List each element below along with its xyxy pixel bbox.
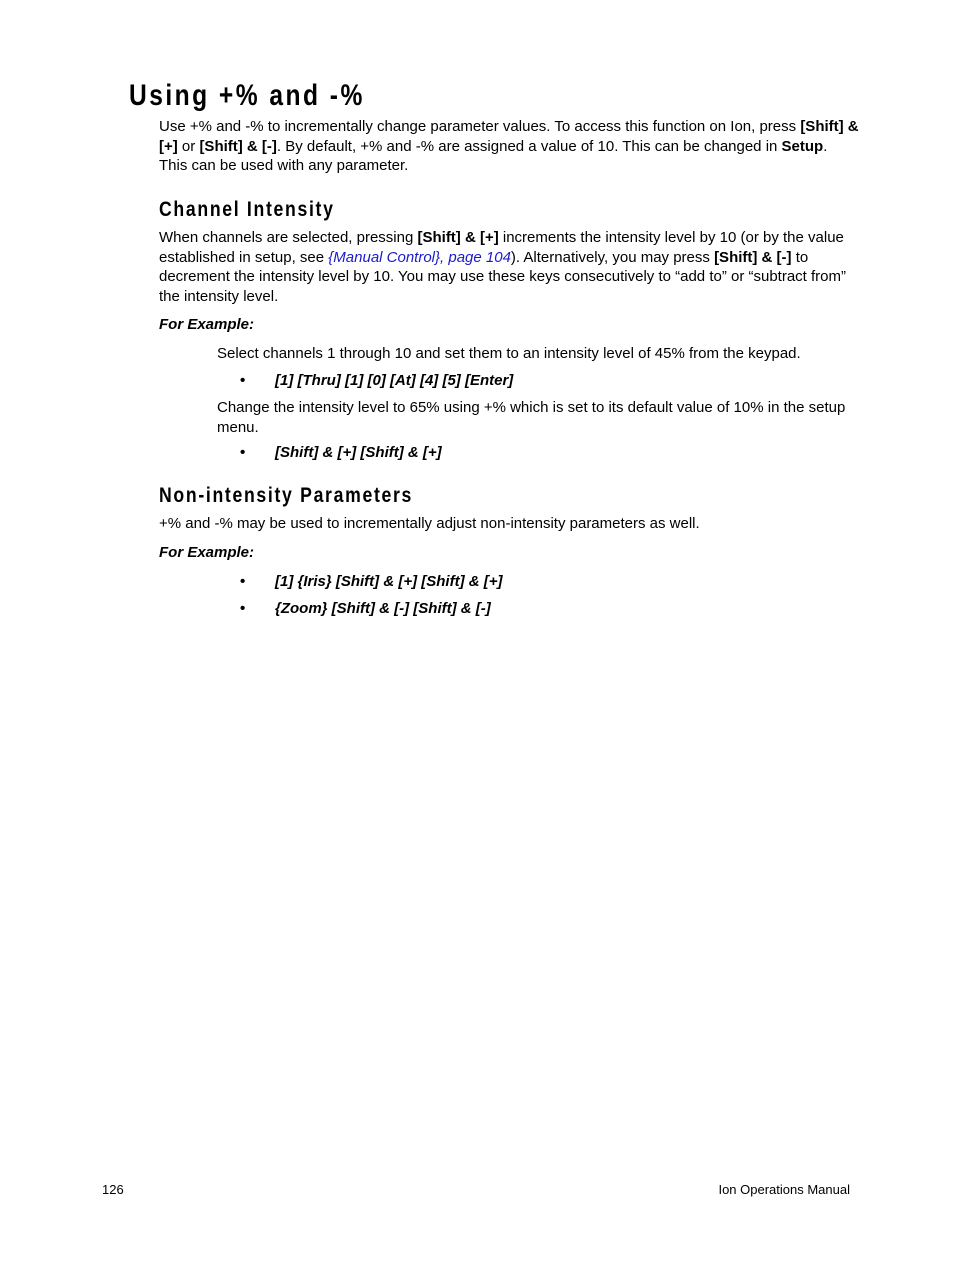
bullet-text: [1] {Iris} [Shift] & [+] [Shift] & [+] [275,573,503,590]
ci-text-1: When channels are selected, pressing [159,229,418,246]
bullet-dot-icon: • [240,600,246,617]
non-intensity-paragraph: +% and -% may be used to incrementally adjust non-intensity parameters as well. [159,515,700,532]
intro-key-shift-minus: [Shift] & [-] [199,137,277,155]
bullet-text: [Shift] & [+] [Shift] & [+] [275,444,442,461]
bullet-dot-icon: • [240,573,246,590]
ci-text-3: ). Alternatively, you may press [510,248,715,266]
intro-text-4: . This can be used with any parameter. [159,137,828,174]
ci-key-shift-plus: [Shift] & [+] [417,229,499,246]
channel-intensity-paragraph [159,228,859,306]
example-label: For Example: [159,316,255,333]
bullet-text: [1] [Thru] [1] [0] [At] [4] [5] [Enter] [275,372,514,389]
example-step-2: Change the intensity level to 65% using +% which is set to its default value of 10% in the setup menu. [217,399,846,436]
bullet-dot-icon: • [240,372,246,389]
section-title-non-intensity: Non-intensity Parameters [159,484,414,507]
example-label: For Example: [159,544,255,561]
example-step-1: Select channels 1 through 10 and set them to an intensity level of 45% from the keypad. [217,345,801,362]
bullet-item [240,371,513,390]
intro-text-1: Use +% and -% to incrementally change parameter values. To access this function on Ion, press [159,118,801,135]
ci-key-shift-minus: [Shift] & [-] [714,248,792,266]
intro-paragraph [159,117,859,176]
bullet-item [240,572,503,591]
intro-setup-term: Setup [781,137,824,155]
page-title: Using +% and -% [129,79,365,112]
page-number: 126 [102,1182,124,1197]
manual-title: Ion Operations Manual [718,1182,850,1197]
intro-key-shift-plus: [Shift] & [+] [159,118,859,155]
bullet-item [240,443,442,462]
bullet-text: {Zoom} [Shift] & [-] [Shift] & [-] [275,600,491,617]
bullet-item [240,599,491,618]
section-title-channel-intensity: Channel Intensity [159,198,335,221]
ci-text-4: to decrement the intensity level by 10. You may use these keys consecutively to “add to” or “subtract from” the intensity level. [159,248,847,305]
intro-text-3: . By default, +% and -% are assigned a value of 10. This can be changed in [276,137,782,155]
intro-text-2: or [177,137,200,155]
ci-text-2: increments the intensity level by 10 (or by the value established in setup, see [159,229,844,266]
manual-control-link[interactable]: {Manual Control}, page 104 [328,248,511,266]
bullet-dot-icon: • [240,444,246,461]
